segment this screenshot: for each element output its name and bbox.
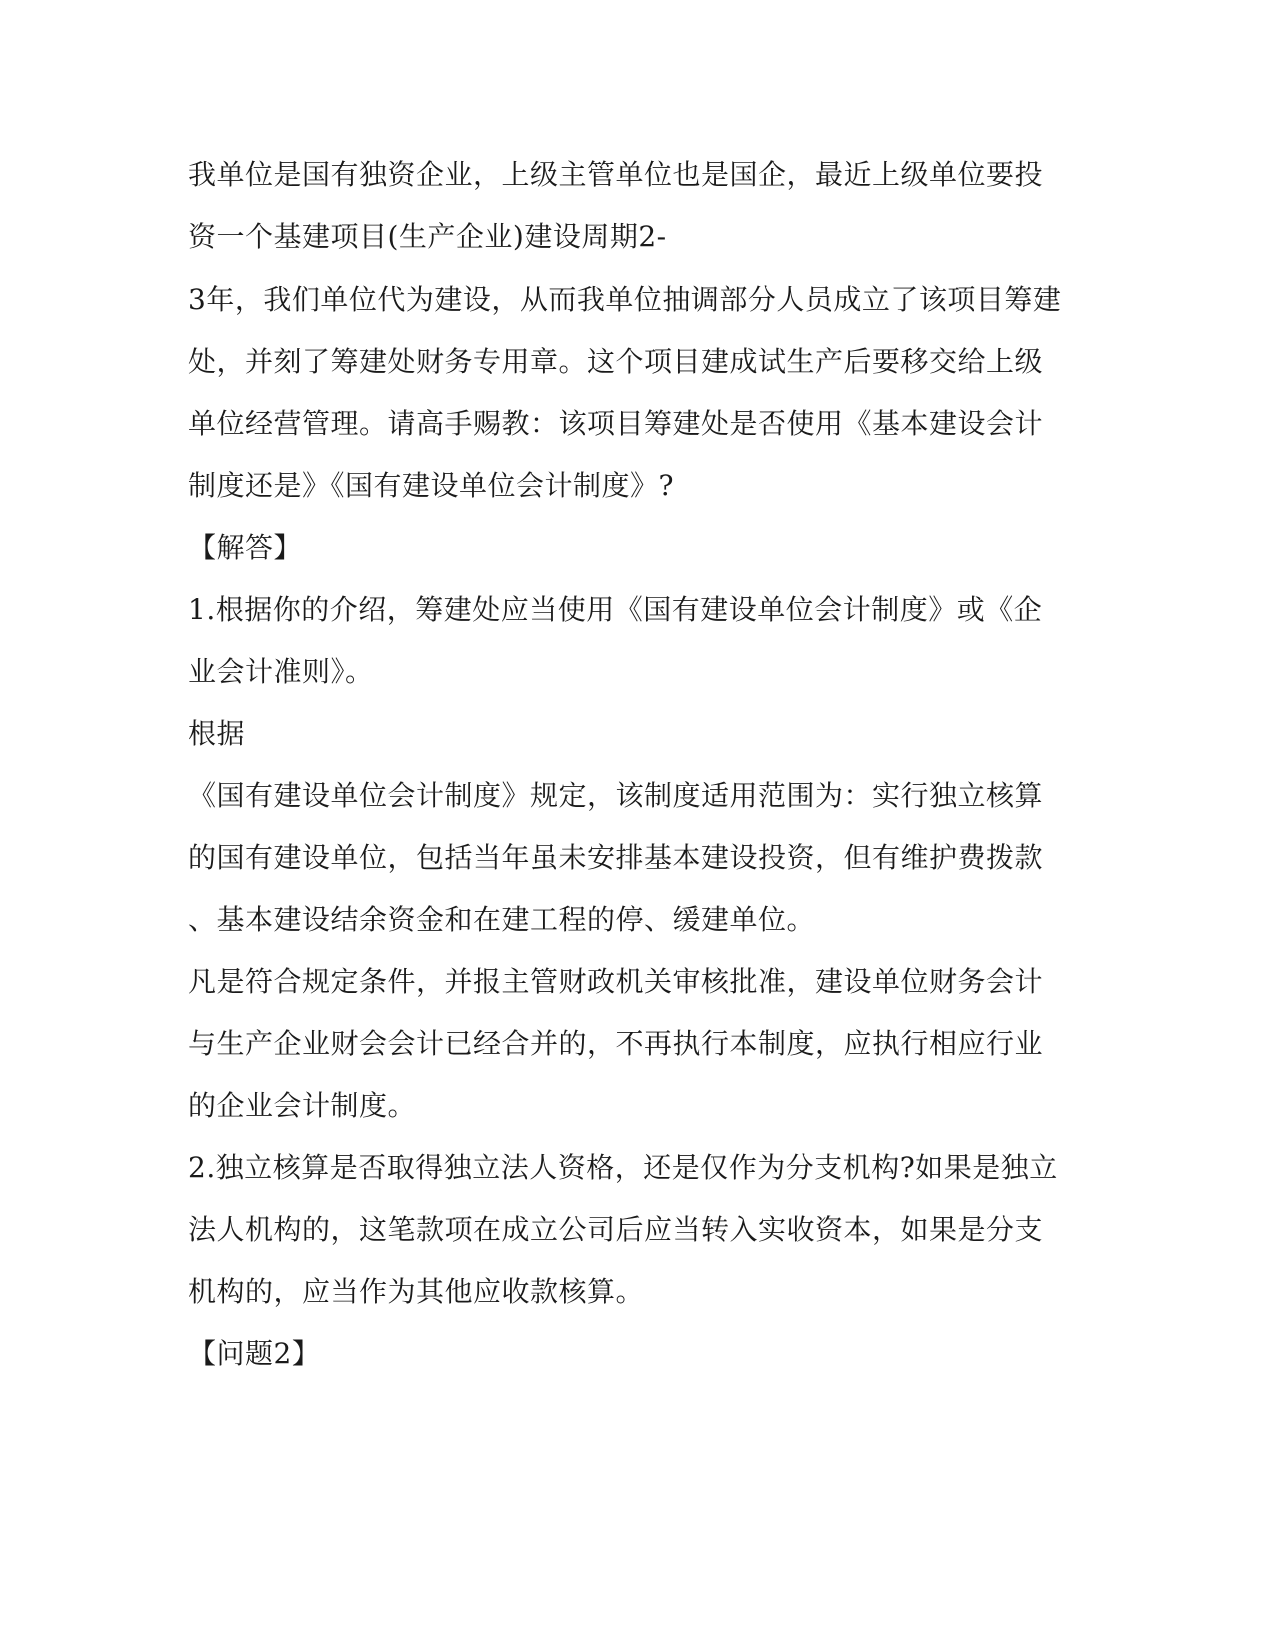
paragraph-line: 《国有建设单位会计制度》规定，该制度适用范围为：实行独立核算 xyxy=(188,779,1044,812)
paragraph-line: 2.独立核算是否取得独立法人资格，还是仅作为分支机构?如果是独立 xyxy=(188,1151,1058,1184)
paragraph-line: 的国有建设单位，包括当年虽未安排基本建设投资，但有维护费拨款 xyxy=(188,841,1044,874)
paragraph-line: 业会计准则》。 xyxy=(188,655,374,688)
paragraph-line: 法人机构的，这笔款项在成立公司后应当转入实收资本，如果是分支 xyxy=(188,1213,1044,1246)
section-heading-answer: 【解答】 xyxy=(188,531,303,564)
paragraph-line: 、基本建设结余资金和在建工程的停、缓建单位。 xyxy=(188,903,816,936)
paragraph-line: 制度还是》《国有建设单位会计制度》? xyxy=(188,469,675,502)
paragraph-line: 机构的，应当作为其他应收款核算。 xyxy=(188,1275,645,1308)
section-heading-question-2: 【问题2】 xyxy=(188,1337,321,1370)
paragraph-line: 资一个基建项目(生产企业)建设周期2- xyxy=(188,220,667,253)
paragraph-line: 1.根据你的介绍，筹建处应当使用《国有建设单位会计制度》或《企 xyxy=(188,593,1043,626)
paragraph-line: 处，并刻了筹建处财务专用章。这个项目建成试生产后要移交给上级 xyxy=(188,345,1044,378)
paragraph-line: 单位经营管理。请高手赐教：该项目筹建处是否使用《基本建设会计 xyxy=(188,407,1044,440)
paragraph-line: 凡是符合规定条件，并报主管财政机关审核批准，建设单位财务会计 xyxy=(188,965,1044,998)
paragraph-line: 的企业会计制度。 xyxy=(188,1089,417,1122)
paragraph-line: 与生产企业财会会计已经合并的，不再执行本制度，应执行相应行业 xyxy=(188,1027,1044,1060)
paragraph-line: 根据 xyxy=(188,717,246,750)
paragraph-line: 我单位是国有独资企业，上级主管单位也是国企，最近上级单位要投 xyxy=(188,158,1044,191)
paragraph-line: 3年，我们单位代为建设，从而我单位抽调部分人员成立了该项目筹建 xyxy=(188,283,1062,316)
